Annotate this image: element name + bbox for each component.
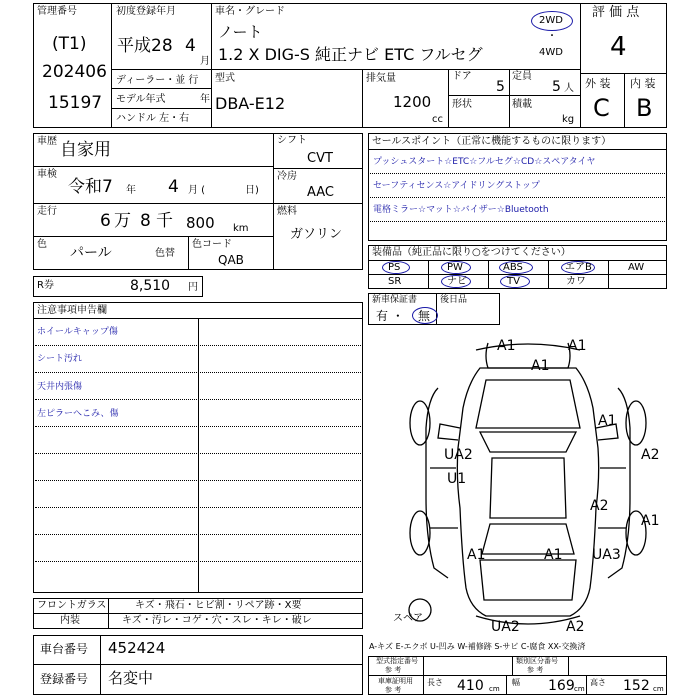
type-cert-label: 型式指定番号 [376,657,418,665]
interior-cond-value: キズ・汚レ・コゲ・穴・スレ・キレ・破レ [122,615,312,626]
note-2: シート汚れ [37,354,83,364]
inspection-month: 4 [168,177,179,197]
color-code: QAB [218,253,244,267]
mileage-sen: 8 [140,211,151,231]
drive-dot: ・ [547,31,557,42]
damage-mark: A2 [566,619,585,635]
front-glass-value: キズ・飛石・ヒビ割・リペア跡・X要 [135,600,302,611]
interior-label: 内 装 [630,77,656,90]
length-unit: cm [489,685,500,693]
fuel-label: 燃料 [277,206,297,217]
damage-mark: A2 [590,498,609,514]
length-label: 長さ [427,678,443,687]
fuel: ガソリン [290,227,343,242]
chassis-label: 車台番号 [40,642,89,656]
cert-sub: 参 考 [385,686,402,694]
recycle-box [33,276,203,297]
notes-title: 注意事項申告欄 [37,305,107,316]
warranty-label: 新車保証書 [372,295,418,305]
damage-mark: UA2 [491,619,520,635]
inspection-label: 車検 [37,169,57,180]
equip-navi: ナビ [447,276,467,287]
equip-leather: カワ [566,276,586,287]
reg-label: 登録番号 [40,672,89,686]
shape-label: 形状 [452,99,472,110]
model-year-label: モデル年式 [116,94,166,105]
sales-points-title: セールスポイント（正常に機能するものに限ります） [372,136,612,147]
color-code-label: 色コード [192,239,232,250]
mgmt-no-2: 15197 [48,93,103,113]
first-reg-era: 平成28 [117,36,173,56]
height-unit: cm [653,685,664,693]
handle-label: ハンドル 左・右 [116,113,190,124]
equip-pw: PW [447,262,463,273]
mgmt-no-1: 202406 [42,62,107,82]
recycle-label: R券 [37,280,54,291]
interior-grade: B [636,94,653,122]
exterior-label: 外 装 [585,77,611,90]
history-label: 車歴 [37,136,57,147]
chassis-number: 452424 [108,639,166,657]
damage-mark: A2 [641,447,660,463]
equip-abs: ABS [503,262,523,273]
first-reg-month: 4 [185,36,196,56]
car-name: ノート [218,23,263,41]
mileage-unit: km [233,223,249,234]
inspection-day-unit: 日) [245,185,259,196]
height-label: 高さ [590,678,606,687]
equip-tv: TV [507,276,520,287]
mileage-rest: 800 [186,214,215,232]
class-label: 類別区分番号 [516,657,558,665]
mileage-man: 6 [100,211,111,231]
spare-label: スペア [393,613,423,624]
damage-mark: A1 [641,513,660,529]
damage-mark: A1 [531,358,550,374]
sales-point-3: 電格ミラー☆マット☆バイザー☆Bluetooth [373,205,549,215]
dealer-label: ディーラー・並 行 [116,75,199,86]
cert-label: 車庫証明用 [378,677,413,685]
warranty-none: 無 [418,309,431,323]
note-4: 左ピラーへこみ、傷 [37,409,119,419]
mgmt-no-label: 管理番号 [37,6,77,17]
capacity-label: 定員 [512,71,532,82]
width-label: 幅 [512,678,520,687]
interior-cond-label: 内装 [60,615,80,626]
height: 152 [623,678,650,694]
equip-sr: SR [388,276,402,287]
load-label: 積載 [512,99,532,110]
displacement: 1200 [393,93,432,111]
sales-point-1: プッシュスタート☆ETC☆フルセグ☆CD☆スペアタイヤ [373,157,596,167]
mileage-man-unit: 万 [114,211,131,231]
displacement-unit: cc [432,114,443,125]
damage-mark: UA2 [444,447,473,463]
front-glass-label: フロントガラス [37,600,107,611]
drive-4wd: 4WD [539,47,563,58]
score-label: 評 価 点 [592,5,640,20]
equipment-title: 装備品（純正品に限り○をつけてください） [372,247,571,258]
mgmt-venue: (T1) [52,34,87,54]
grade: 1.2 X DIG-S 純正ナビ ETC フルセグ [218,45,483,64]
history: 自家用 [60,140,111,160]
color-label: 色 [37,239,47,250]
first-reg-label: 初度登録年月 [116,6,176,17]
manual-label: 後日品 [440,295,468,305]
color-change-label: 色替 [155,248,175,259]
first-reg-month-unit: 月 [200,56,210,67]
capacity-unit: 人 [564,83,574,94]
car-name-label: 車名・グレード [215,6,285,17]
mileage-label: 走行 [37,206,57,217]
model-type-label: 型式 [215,73,235,84]
ac-label: 冷房 [277,171,297,182]
damage-mark: A1 [544,547,563,563]
inspection-month-unit: 月 ( [188,185,206,196]
class-sub: 参 考 [527,666,544,674]
damage-mark: A1 [568,338,587,354]
shift: CVT [307,151,333,166]
sales-point-2: セーフティセンス☆アイドリングストップ [373,181,540,191]
recycle-unit: 円 [188,282,198,293]
displacement-label: 排気量 [366,73,396,84]
damage-legend: A-キズ E-エクボ U-凹み W-補修跡 S-サビ C-腐食 XX-交換済 [369,642,586,651]
damage-mark: A1 [467,547,486,563]
model-year-unit: 年 [200,94,210,105]
inspection-year-unit: 年 [126,185,136,196]
type-cert-sub: 参 考 [385,666,402,674]
mileage-sen-unit: 千 [156,211,173,231]
exterior-grade: C [593,94,610,122]
damage-mark: A1 [598,413,617,429]
warranty-value: 有 ・ [376,309,404,323]
color: パール [70,245,112,261]
load-unit: kg [562,114,575,125]
note-3: 天井内張傷 [37,382,83,392]
length: 410 [457,678,484,694]
inspection-era: 令和7 [68,177,113,197]
doors-label: ドア [452,71,472,82]
width: 169 [548,678,575,694]
capacity: 5 [552,79,561,95]
recycle-amount: 8,510 [130,278,171,294]
width-unit: cm [574,685,585,693]
equip-ps: PS [388,262,401,273]
model-type: DBA-E12 [215,94,286,113]
doors: 5 [496,79,505,95]
note-1: ホイールキャップ傷 [37,327,118,337]
equip-aw: AW [628,262,645,273]
damage-mark: UA3 [592,547,621,563]
car-diagram [368,328,668,638]
drive-2wd: 2WD [539,15,563,26]
damage-mark: A1 [497,338,516,354]
equip-airbag: エアB [565,262,592,273]
reg-number: 名変中 [108,669,154,687]
damage-mark: U1 [447,471,467,487]
ac: AAC [307,185,334,200]
score: 4 [610,32,627,62]
shift-label: シフト [277,135,307,146]
